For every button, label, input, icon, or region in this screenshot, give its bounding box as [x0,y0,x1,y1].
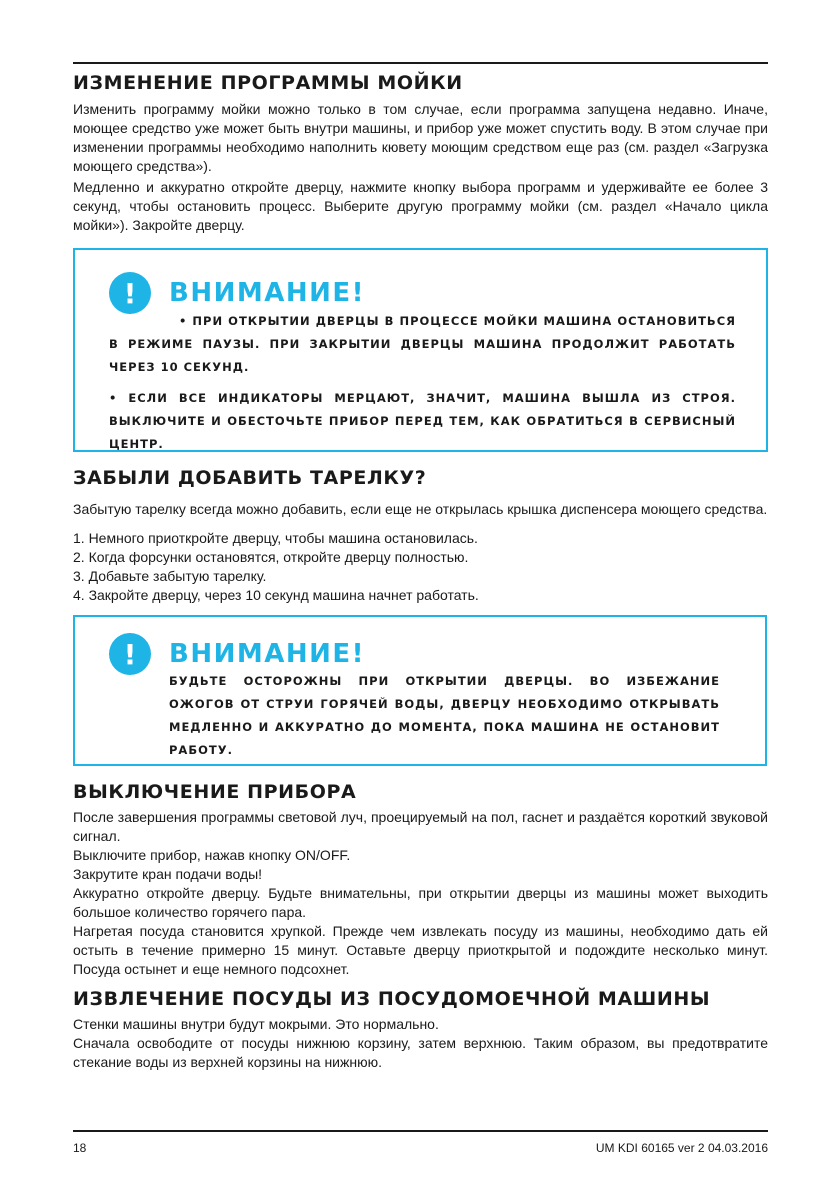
exclamation-icon: ! [109,633,151,675]
list-item: 1. Немного приоткройте дверцу, чтобы машина остановилась. [73,530,478,546]
unload-paragraph-1: Стенки машины внутри будут мокрыми. Это нормально. [73,1016,439,1032]
warning-box-2 [73,615,767,766]
warning-header [109,633,365,675]
page-footer [73,1130,768,1155]
forgot-plate-intro: Забытую тарелку всегда можно добавить, если еще не открылась крышка диспенсера моющего средства. [73,501,768,517]
exclamation-icon: ! [109,272,151,314]
warning-title: ВНИМАНИЕ! [169,278,365,308]
document-reference: UM KDI 60165 ver 2 04.03.2016 [595,1141,768,1155]
page-number: 18 [73,1141,87,1155]
warning-header [109,272,365,314]
warning-body [169,670,720,762]
switch-off-paragraph-4: Аккуратно откройте дверцу. Будьте внимательны, при открытии дверцы из машины может выходить большое количество горячего пара. [73,885,768,920]
switch-off-paragraph-5: Нагретая посуда становится хрупкой. Прежде чем извлекать посуду из машины, необходимо дать ей остыть в течение примерно 15 минут. Оставьте дверцу приоткрытой и подождите несколько минут. Посуда остынет и еще немного подсохнет. [73,923,768,977]
unload-paragraph-2: Сначала освободите от посуды нижнюю корзину, затем верхнюю. Таким образом, вы предотвратите стекание воды из верхней корзины на нижнюю. [73,1035,768,1070]
list-item: 2. Когда форсунки остановятся, откройте дверцу полностью. [73,549,469,565]
section-title-change-program: ИЗМЕНЕНИЕ ПРОГРАММЫ МОЙКИ [73,72,463,94]
page-content [73,62,768,1072]
list-item: 4. Закройте дверцу, через 10 секунд машина начнет работать. [73,587,479,603]
warning-item-1: • ПРИ ОТКРЫТИИ ДВЕРЦЫ В ПРОЦЕССЕ МОЙКИ МАШИНА ОСТАНОВИТЬСЯ В РЕЖИМЕ ПАУЗЫ. ПРИ ЗАКРЫТИИ ДВЕРЦЫ МАШИНА ПРОДОЛЖИТ РАБОТАТЬ ЧЕРЕЗ 10 СЕКУНД. [109,314,736,374]
warning-title: ВНИМАНИЕ! [169,639,365,669]
switch-off-paragraph-1: После завершения программы световой луч, проецируемый на пол, гаснет и раздаётся короткий звуковой сигнал. [73,809,768,844]
change-program-paragraph-2: Медленно и аккуратно откройте дверцу, нажмите кнопку выбора программ и удерживайте ее более 3 секунд, чтобы остановить процесс. Выберите другую программу мойки (см. раздел «Начало цикла мойки»). Закройте дверцу. [73,179,768,233]
list-item: 3. Добавьте забытую тарелку. [73,568,267,584]
warning-box-1 [73,248,768,452]
change-program-paragraph-1: Изменить программу мойки можно только в том случае, если программа запущена недавно. Иначе, моющее средство уже может быть внутри машины, и прибор уже может спустить воду. В этом случае при изменении программы необходимо наполнить кювету моющим средством еще раз (см. раздел «Загрузка моющего средства»). [73,101,768,174]
section-title-switch-off: ВЫКЛЮЧЕНИЕ ПРИБОРА [73,781,357,803]
forgot-plate-steps [73,529,768,605]
top-rule [73,62,768,64]
switch-off-paragraph-3: Закрутите кран подачи воды! [73,866,263,882]
warning-body [109,310,736,456]
warning-item-2: • ЕСЛИ ВСЕ ИНДИКАТОРЫ МЕРЦАЮТ, ЗНАЧИТ, МАШИНА ВЫШЛА ИЗ СТРОЯ. ВЫКЛЮЧИТЕ И ОБЕСТОЧЬТЕ ПРИБОР ПЕРЕД ТЕМ, КАК ОБРАТИТЬСЯ В СЕРВИСНЫЙ ЦЕНТР. [109,391,736,451]
section-title-unload: ИЗВЛЕЧЕНИЕ ПОСУДЫ ИЗ ПОСУДОМОЕЧНОЙ МАШИНЫ [73,988,711,1010]
switch-off-paragraph-2: Выключите прибор, нажав кнопку ON/OFF. [73,847,351,863]
warning-text: БУДЬТЕ ОСТОРОЖНЫ ПРИ ОТКРЫТИИ ДВЕРЦЫ. ВО ИЗБЕЖАНИЕ ОЖОГОВ ОТ СТРУИ ГОРЯЧЕЙ ВОДЫ, ДВЕРЦУ НЕОБХОДИМО ОТКРЫВАТЬ МЕДЛЕННО И АККУРАТНО ДО МОМЕНТА, ПОКА МАШИНА НЕ ОСТАНОВИТ РАБОТУ. [169,674,720,757]
section-title-forgot-plate: ЗАБЫЛИ ДОБАВИТЬ ТАРЕЛКУ? [73,467,427,489]
